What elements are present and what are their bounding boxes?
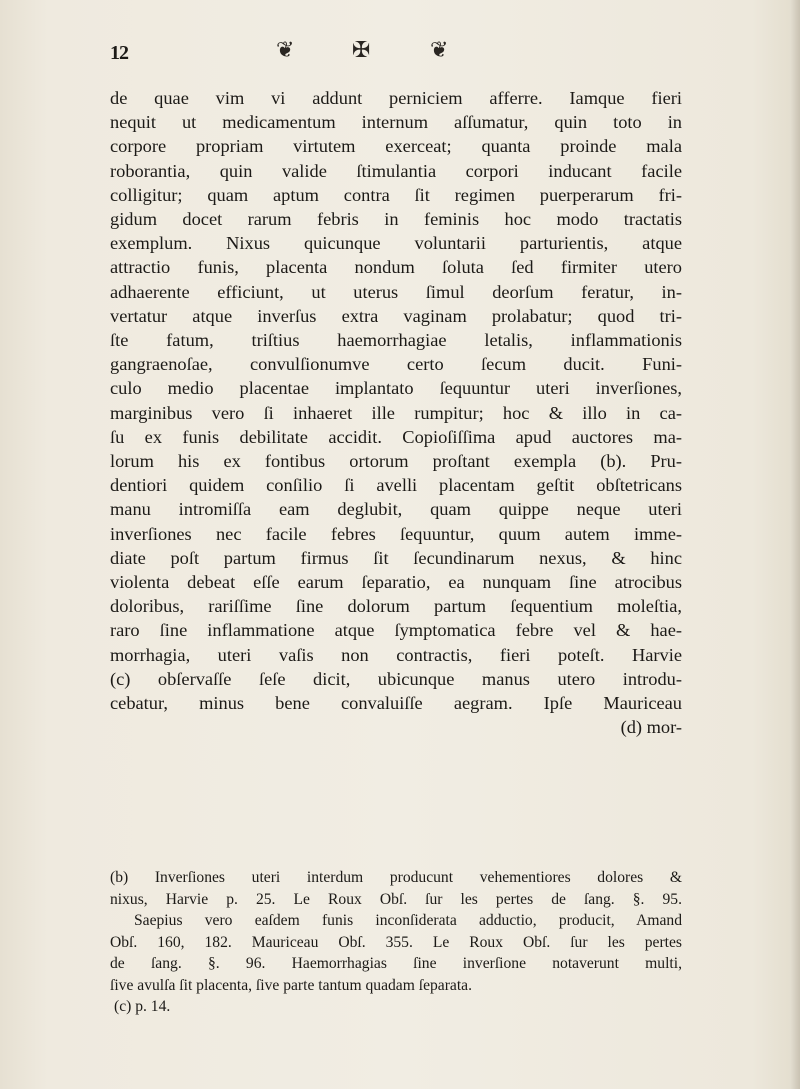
main-text: [110, 86, 682, 739]
text-line: violenta debeat eſſe earum ſeparatio, ea nunquam ſine atrocibus: [110, 572, 682, 593]
text-line: (c) obſervaſſe ſeſe dicit, ubicunque manus utero introdu-: [110, 668, 682, 689]
text-line: adhaerente efficiunt, ut uterus ſimul deorſum feratur, in-: [110, 281, 682, 302]
text-line: cebatur, minus bene convaluiſſe aegram. Ipſe Mauriceau: [110, 693, 682, 714]
text-line: diate poſt partum firmus ſit ſecundinarum nexus, & hinc: [110, 547, 682, 568]
text-line: de quae vim vi addunt perniciem afferre. Iamque fieri: [110, 88, 682, 108]
ornament-right-icon: ❦: [430, 38, 449, 63]
footnote-line: nixus, Harvie p. 25. Le Roux Obſ. ſur les pertes de ſang. §. 95.: [110, 890, 682, 908]
ornament-left-icon: ❦: [276, 38, 295, 63]
text-line: doloribus, rariſſime ſine dolorum partum ſequentium moleſtia,: [110, 596, 682, 617]
text-line: morrhagia, uteri vaſis non contractis, fieri poteſt. Harvie: [110, 644, 682, 665]
text-line: manu intromiſſa eam deglubit, quam quippe neque uteri: [110, 499, 682, 520]
page-header: [96, 36, 656, 70]
text-line: colligitur; quam aptum contra ſit regimen puerperarum fri-: [110, 184, 682, 205]
text-line: nequit ut medicamentum internum aſſumatur, quin toto in: [110, 112, 682, 133]
catchword: (d) mor-: [620, 717, 682, 738]
text-line: inverſiones nec facile febres ſequuntur, quum autem imme-: [110, 523, 682, 544]
footnote-line: (c) p. 14.: [114, 998, 171, 1015]
text-line: corpore propriam virtutem exerceat; quanta proinde mala: [110, 136, 682, 157]
text-line: vertatur atque inverſus extra vaginam prolabatur; quod tri-: [110, 305, 682, 326]
footnote-line: (b) Inverſiones uteri interdum producunt vehementiores dolores &: [110, 869, 682, 886]
footnotes: [110, 867, 682, 1018]
text-line: lorum his ex fontibus ortorum proſtant exempla (b). Pru-: [110, 451, 682, 472]
text-line: gangraenoſae, convulſionumve certo ſecum ducit. Funi-: [110, 354, 682, 375]
footnote-line: Obſ. 160, 182. Mauriceau Obſ. 355. Le Roux Obſ. ſur les pertes: [110, 933, 682, 951]
text-line: roborantia, quin valide ſtimulantia corpori inducant facile: [110, 160, 682, 181]
text-line: ſte fatum, triſtius haemorrhagiae letalis, inflammationis: [110, 330, 682, 351]
text-line: raro ſine inflammatione atque ſymptomatica febre vel & hae-: [110, 620, 682, 641]
text-line: dentiori quidem conſilio ſi avelli placentam geſtit obſtetricans: [110, 475, 682, 496]
text-line: attractio funis, placenta nondum ſoluta ſed firmiter utero: [110, 257, 682, 278]
footnote-line: Saepius vero eaſdem funis inconſiderata adductio, producit, Amand: [134, 912, 682, 929]
footnote-line: ſive avulſa ſit placenta, ſive parte tantum quadam ſeparata.: [110, 976, 472, 994]
text-line: culo medio placentae implantato ſequuntur uteri inverſiones,: [110, 378, 682, 399]
text-line: exemplum. Nixus quicunque voluntarii parturientis, atque: [110, 233, 682, 254]
text-line: marginibus vero ſi inhaeret ille rumpitur; hoc & illo in ca-: [110, 402, 682, 423]
page-number: 12: [110, 42, 128, 64]
ornament-center-icon: ✠: [352, 38, 371, 63]
text-line: ſu ex funis debilitate accidit. Copioſiſſima apud auctores ma-: [110, 426, 682, 447]
text-line: gidum docet rarum febris in feminis hoc modo tractatis: [110, 209, 682, 230]
page-edge: [790, 0, 800, 1089]
footnote-line: de ſang. §. 96. Haemorrhagias ſine inverſione notaverunt multi,: [110, 955, 682, 972]
